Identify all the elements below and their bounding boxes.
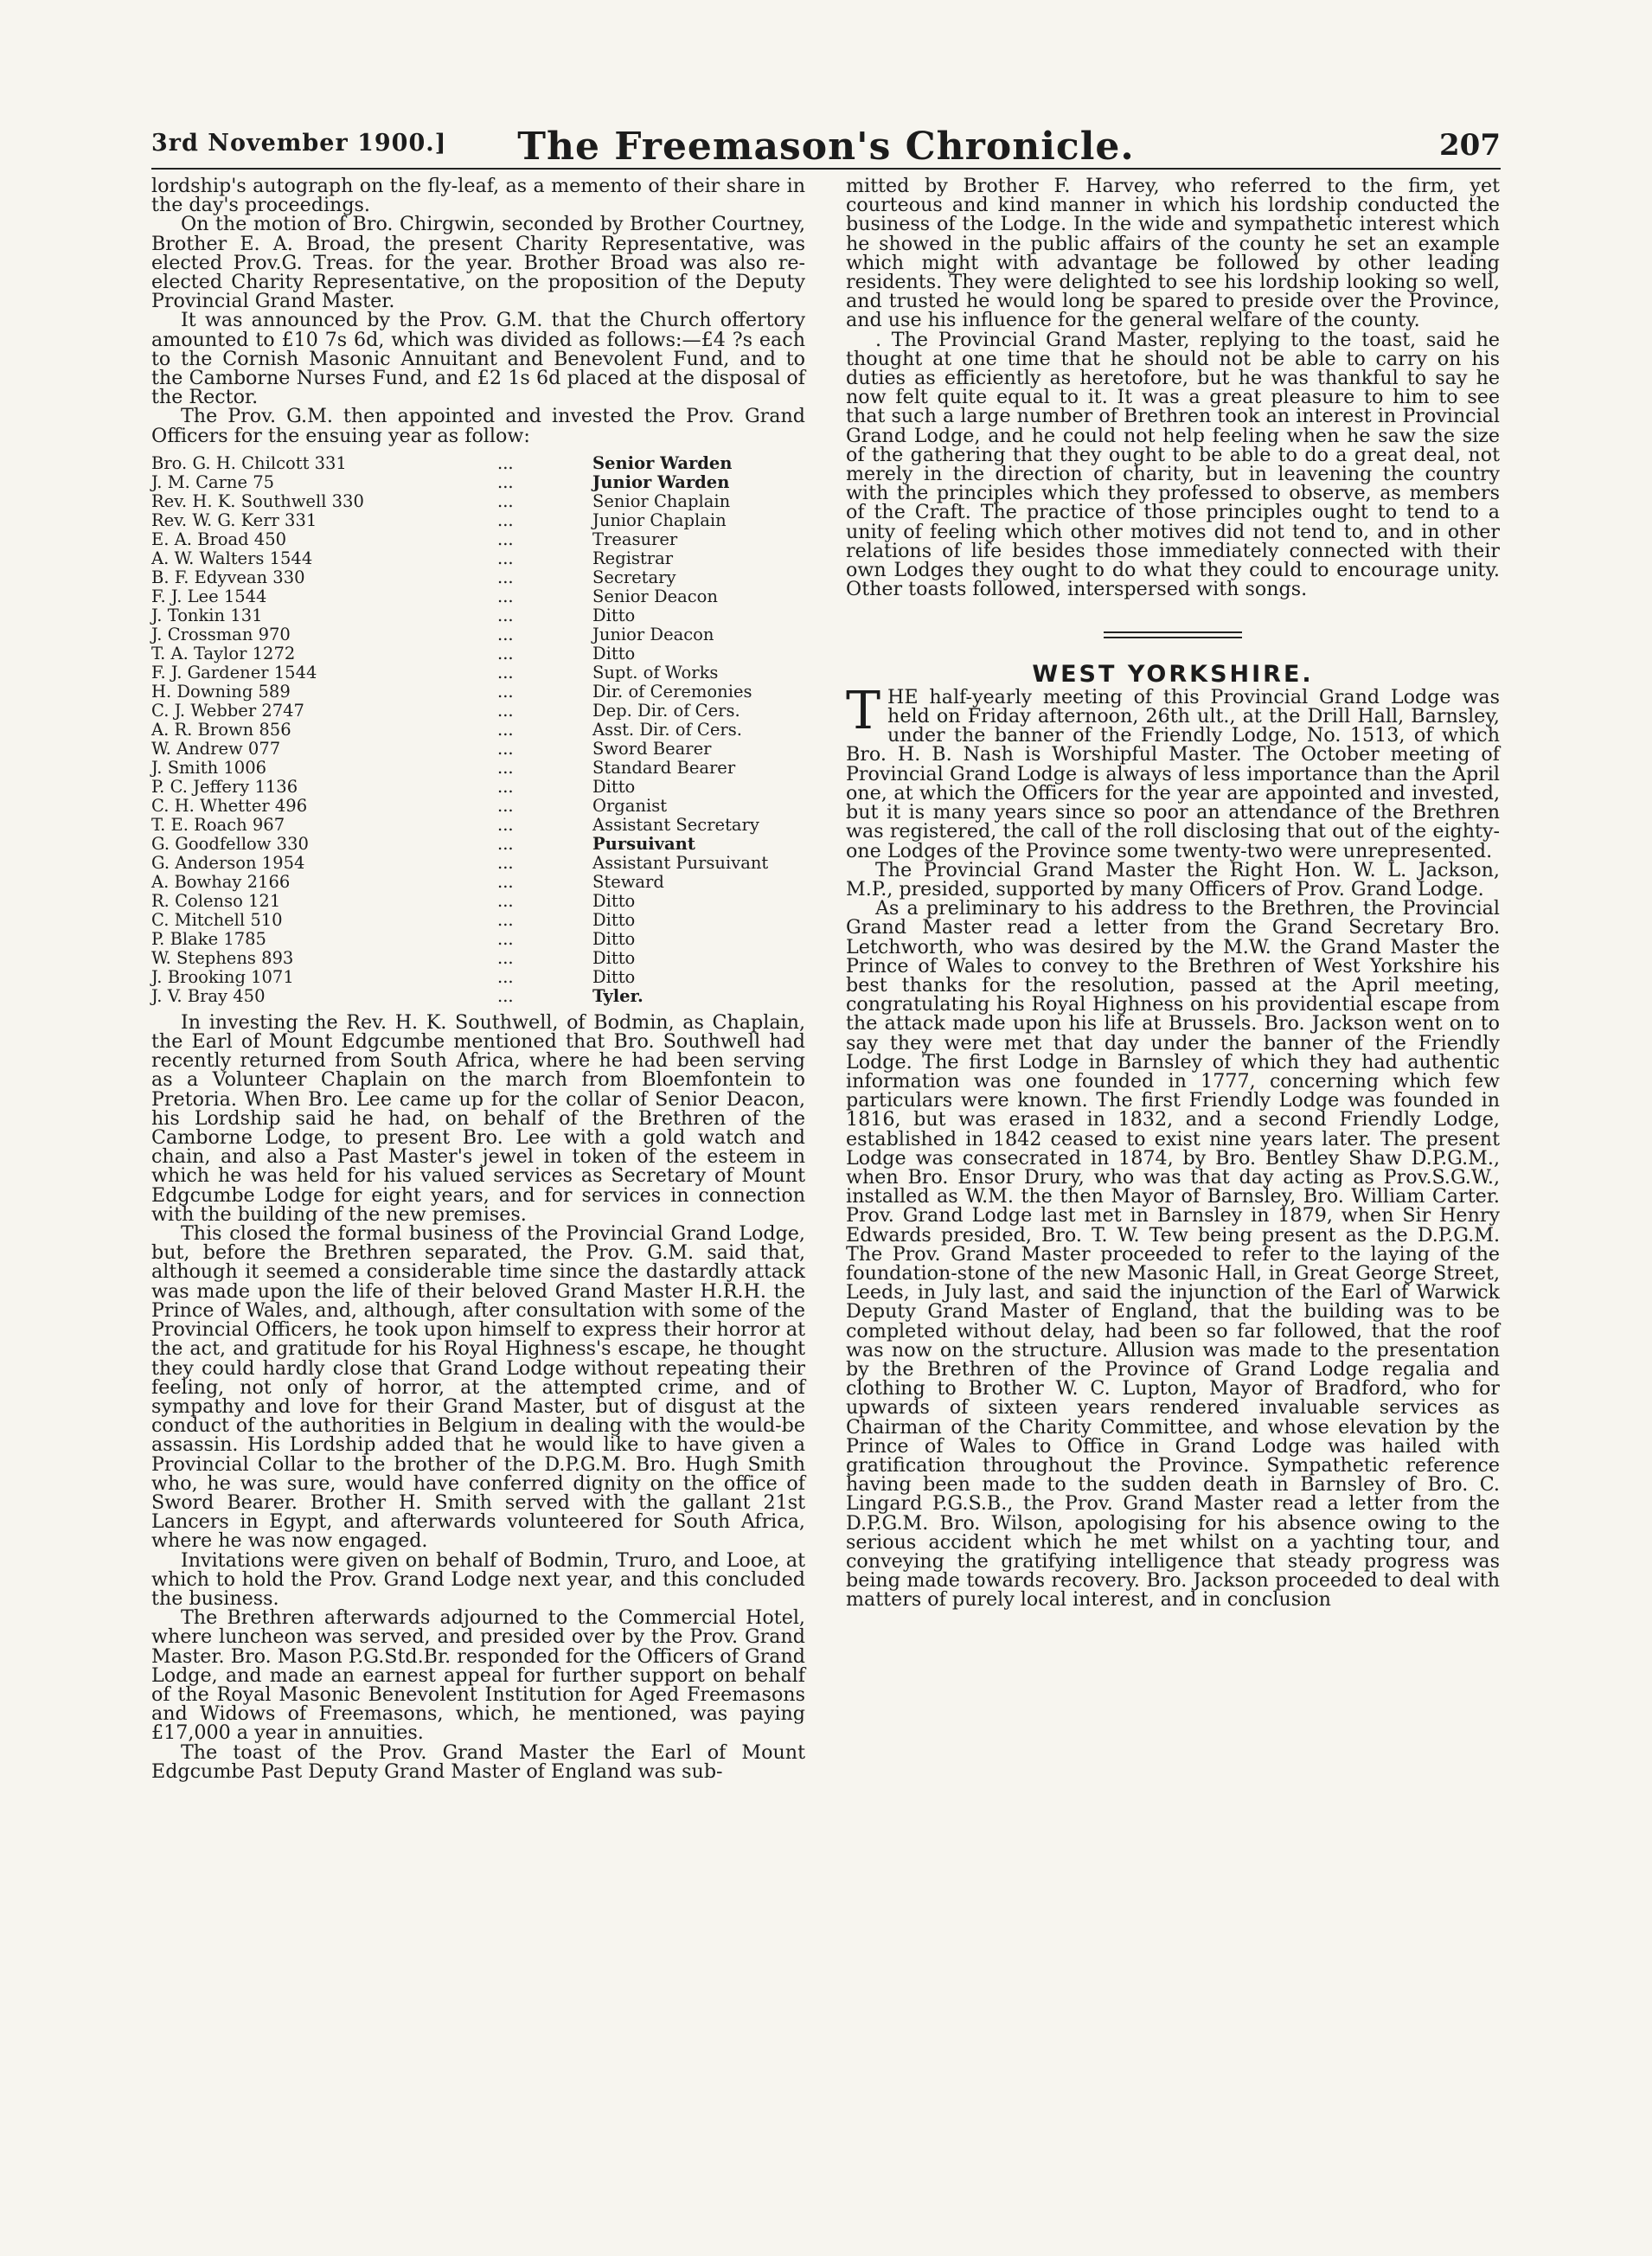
officer-office: Ditto (592, 605, 636, 625)
leader-dots: ... (497, 738, 514, 759)
page-number: 207 (1439, 128, 1501, 163)
leader-dots: ... (497, 909, 514, 930)
officer-row (151, 759, 800, 778)
officer-name: H. Downing 589 (151, 681, 291, 702)
officer-office: Dep. Dir. of Cers. (592, 700, 740, 721)
officer-office: Dir. of Ceremonies (592, 681, 752, 702)
officer-office: Ditto (592, 928, 636, 949)
officer-office: Standard Bearer (592, 757, 736, 778)
left-column (151, 176, 805, 1781)
officer-row (151, 454, 800, 473)
officer-office: Assistant Secretary (592, 814, 759, 835)
paragraph: This closed the formal business of the Provincial Grand Lodge, but, before the Brethren separated, the Prov. G.M. said that, although it seemed a considerable time since the dastardly attack was made upon the life of their beloved Grand Master H.R.H. the Prince of Wales, and, although, after consultation with some of the Provincial Officers, he took upon himself to express their horror at the act, and gratitude for his Royal Highness's escape, he thought they could hardly close that Grand Lodge without repeating their feeling, not only of horror, at the attempted crime, and of sympathy and love for their Grand Master, but of disgust at the conduct of the authorities in Belgium in dealing with the would-be assassin. His Lordship added that he would like to have given a Provincial Collar to the brother of the D.P.G.M. Bro. Hugh Smith who, he was sure, would have conferred dignity on the office of Sword Bearer. Brother H. Smith served with the gallant 21st Lancers in Egypt, and afterwards volunteered for South Africa, where he was now engaged. (151, 1222, 805, 1553)
officer-name: G. Goodfellow 330 (151, 833, 309, 854)
leader-dots: ... (497, 548, 514, 568)
paragraph: mitted by Brother F. Harvey, who referred to the firm, yet courteous and kind manner in which his lordship conducted the business of the Lodge. In the wide and sympathetic interest which he showed in the public affairs of the county he set an example which might with advantage be followed by other leading residents. They were delighted to see his lordship looking so well, and trusted he would long be spared to preside over the Province, and use his influence for the general welfare of the county. (846, 175, 1500, 332)
officer-name: E. A. Broad 450 (151, 529, 287, 549)
officer-row (151, 778, 800, 797)
leader-dots: ... (497, 947, 514, 968)
officer-name: P. C. Jeffery 1136 (151, 776, 298, 797)
leader-dots: ... (497, 510, 514, 530)
officer-name: Bro. G. H. Chilcott 331 (151, 452, 347, 473)
officer-name: A. Bowhay 2166 (151, 871, 291, 892)
issue-date: 3rd November 1900.] (151, 130, 447, 157)
officer-office: Sword Bearer (592, 738, 712, 759)
leader-dots: ... (497, 490, 514, 511)
officer-office: Pursuivant (592, 833, 695, 854)
officer-name: C. Mitchell 510 (151, 909, 283, 930)
officer-name: Rev. H. K. Southwell 330 (151, 490, 364, 511)
paragraph: Invitations were given on behalf of Bodmin, Truro, and Looe, at which to hold the Prov. Grand Lodge next year, and this concluded the business. (151, 1548, 805, 1610)
right-column (846, 176, 1500, 1610)
officer-row (151, 473, 800, 492)
officer-office: Senior Deacon (592, 586, 718, 606)
officer-office: Ditto (592, 890, 636, 911)
officer-name: J. M. Carne 75 (151, 471, 275, 492)
paragraph: The Prov. G.M. then appointed and invested the Prov. Grand Officers for the ensuing year as follow: (151, 405, 805, 447)
officer-row (151, 530, 800, 549)
officer-row (151, 683, 800, 702)
paragraph: On the motion of Bro. Chirgwin, seconded by Brother Courtney, Brother E. A. Broad, the present Charity Representative, was elected Prov.G. Treas. for the year. Brother Broad was also re-elected Charity Representative, on the proposition of the Deputy Provincial Grand Master. (151, 213, 805, 313)
officer-name: J. Tonkin 131 (151, 605, 263, 625)
paragraph: The Brethren afterwards adjourned to the Commercial Hotel, where luncheon was served, and presided over by the Prov. Grand Master. Bro. Mason P.G.Std.Br. responded for the Officers of Grand Lodge, and made an earnest appeal for further support on behalf of the Royal Masonic Benevolent Institution for Aged Freemasons and Widows of Freemasons, which, he mentioned, was paying £17,000 a year in annuities. (151, 1606, 805, 1745)
leader-dots: ... (497, 681, 514, 702)
officer-office: Ditto (592, 966, 636, 987)
officer-row (151, 492, 800, 511)
officer-name: F. J. Lee 1544 (151, 586, 267, 606)
leader-dots: ... (497, 814, 514, 835)
officer-office: Secretary (592, 567, 676, 587)
leader-dots: ... (497, 586, 514, 606)
leader-dots: ... (497, 471, 514, 492)
officer-office: Junior Chaplain (592, 510, 727, 530)
officer-name: F. J. Gardener 1544 (151, 662, 317, 683)
paragraph: It was announced by the Prov. G.M. that the Church offertory amounted to £10 7s 6d, which was divided as follows:—£4 ?s each to the Cornish Masonic Annuitant and Benevolent Fund, and to the Camborne Nurses Fund, and £2 1s 6d placed at the disposal of the Rector. (151, 309, 805, 409)
officer-row (151, 549, 800, 568)
officer-office: Ditto (592, 776, 636, 797)
officer-row (151, 968, 800, 987)
paragraph: lordship's autograph on the fly-leaf, as a memento of their share in the day's proceedings. (151, 175, 805, 217)
officer-row (151, 930, 800, 949)
leader-dots: ... (497, 700, 514, 721)
officer-office: Steward (592, 871, 664, 892)
officer-row (151, 511, 800, 530)
officer-name: J. Smith 1006 (151, 757, 267, 778)
officer-office: Supt. of Works (592, 662, 719, 683)
leader-dots: ... (497, 871, 514, 892)
officer-name: J. Brooking 1071 (151, 966, 294, 987)
paragraph: In investing the Rev. H. K. Southwell, of Bodmin, as Chaplain, the Earl of Mount Edgcumbe mentioned that Bro. Southwell had recently returned from South Africa, where he had been serving as a Volunteer Chaplain on the march from Bloemfontein to Pretoria. When Bro. Lee came up for the collar of Senior Deacon, his Lordship said he had, on behalf of the Brethren of the Camborne Lodge, to present Bro. Lee with a gold watch and chain, and also a Past Master's jewel in token of the esteem in which he was held for his valued services as Secretary of Mount Edgcumbe Lodge for eight years, and for services in connection with the building of the new premises. (151, 1010, 805, 1226)
officer-office: Junior Warden (592, 471, 730, 492)
officer-row (151, 702, 800, 721)
paragraph: The toast of the Prov. Grand Master the Earl of Mount Edgcumbe Past Deputy Grand Master of England was sub- (151, 1740, 805, 1783)
officer-office: Treasurer (592, 529, 678, 549)
officer-name: J. V. Bray 450 (151, 985, 266, 1006)
leader-dots: ... (497, 852, 514, 873)
section-heading: WEST YORKSHIRE. (1032, 660, 1314, 688)
lead-paragraph-text: HE half-yearly meeting of this Provincial Grand Lodge was held on Friday afternoon, 26th ult., at the Drill Hall, Barnsley, under the banner of the Friendly Lodge, No. 1513, of which Bro. H. B. Nash is Worshipful Master. The October meeting of Provincial Grand Lodge is always of less importance than the April one, at which the Officers for the year are appointed and invested, but it is many years since so poor an attendance of the Brethren was registered, the call of the roll disclosing that out of the eighty-one Lodges of the Province some twenty-two were unrepresented. (846, 685, 1500, 862)
officer-office: Assistant Pursuivant (592, 852, 769, 873)
paragraph: The Provincial Grand Master the Right Hon. W. L. Jackson, M.P., presided, supported by many Officers of Prov. Grand Lodge. (846, 858, 1500, 900)
officer-row (151, 721, 800, 740)
officer-row (151, 854, 800, 873)
leader-dots: ... (497, 890, 514, 911)
officer-row (151, 987, 800, 1006)
officer-office: Senior Chaplain (592, 490, 731, 511)
officer-row (151, 606, 800, 625)
officer-row (151, 568, 800, 587)
officer-row (151, 835, 800, 854)
leader-dots: ... (497, 643, 514, 663)
leader-dots: ... (497, 985, 514, 1006)
leader-dots: ... (497, 966, 514, 987)
officer-row (151, 911, 800, 930)
officer-row (151, 644, 800, 663)
officer-row (151, 587, 800, 606)
officer-name: T. A. Taylor 1272 (151, 643, 296, 663)
officer-name: J. Crossman 970 (151, 624, 291, 644)
officer-name: C. H. Whetter 496 (151, 795, 308, 816)
lead-paragraph (846, 680, 1500, 862)
officers-list (151, 454, 800, 1006)
section-divider (846, 623, 1500, 642)
officer-office: Asst. Dir. of Cers. (592, 719, 742, 740)
officer-name: G. Anderson 1954 (151, 852, 305, 873)
officer-office: Tyler. (592, 985, 644, 1006)
officer-row (151, 873, 800, 892)
officer-row (151, 949, 800, 968)
leader-dots: ... (497, 567, 514, 587)
leader-dots: ... (497, 833, 514, 854)
officer-name: C. J. Webber 2747 (151, 700, 304, 721)
officer-name: T. E. Roach 967 (151, 814, 285, 835)
leader-dots: ... (497, 928, 514, 949)
leader-dots: ... (497, 662, 514, 683)
officer-name: P. Blake 1785 (151, 928, 266, 949)
leader-dots: ... (497, 529, 514, 549)
leader-dots: ... (497, 757, 514, 778)
officer-row (151, 892, 800, 911)
officer-name: A. R. Brown 856 (151, 719, 291, 740)
leader-dots: ... (497, 605, 514, 625)
officer-row (151, 816, 800, 835)
leader-dots: ... (497, 776, 514, 797)
officer-name: W. Andrew 077 (151, 738, 281, 759)
masthead-title: The Freemason's Chronicle. (517, 125, 1135, 169)
officer-row (151, 663, 800, 683)
officer-name: R. Colenso 121 (151, 890, 281, 911)
officer-office: Registrar (592, 548, 674, 568)
officer-name: Rev. W. G. Kerr 331 (151, 510, 317, 530)
officer-office: Ditto (592, 643, 636, 663)
paragraph: As a preliminary to his address to the Brethren, the Provincial Grand Master read a letter from the Grand Secretary Bro. Letchworth, who was desired by the M.W. the Grand Master the Prince of Wales to convey to the Brethren of West Yorkshire his best thanks for the resolution, passed at the April meeting, congratulating his Royal Highness on his providential escape from the attack made upon his life at Brussels. Bro. Jackson went on to say they were met that day under the banner of the Friendly Lodge. The first Lodge in Barnsley of which they had authentic information was one founded in 1777, concerning which few particulars were known. The first Friendly Lodge was founded in 1816, but was erased in 1832, and a second Friendly Lodge, established in 1842 ceased to exist nine years later. The present Lodge was consecrated in 1874, by Bro. Bentley Shaw D.P.G.M., when Bro. Ensor Drury, who was that day acting as Prov.S.G.W., installed as W.M. the then Mayor of Barnsley, Bro. William Carter. Prov. Grand Lodge last met in Barnsley in 1879, when Sir Henry Edwards presided, Bro. T. W. Tew being present as the D.P.G.M. The Prov. Grand Master proceeded to refer to the laying of the foundation-stone of the new Masonic Hall, in Great George Street, Leeds, in July last, and said the injunction of the Earl of Warwick Deputy Grand Master of England, that the building was to be completed without delay, had been so far followed, that the roof was now on the structure. Allusion was made to the presentation by the Brethren of the Province of Grand Lodge regalia and clothing to Brother W. C. Lupton, Mayor of Bradford, who for upwards of sixteen years rendered invaluable services as Chairman of the Charity Committee, and whose elevation by the Prince of Wales to Office in Grand Lodge was hailed with gratification throughout the Province. Sympathetic reference having been made to the sudden death in Barnsley of Bro. C. Lingard P.G.S.B., the Prov. Grand Master read a letter from the D.P.G.M. Bro. Wilson, apologising for his absence owing to the serious accident which he met whilst on a yachting tour, and conveying the gratifying intelligence that steady progress was being made towards recovery. Bro. Jackson proceeded to deal with matters of purely local interest, and in conclusion (846, 897, 1500, 1612)
officer-office: Organist (592, 795, 668, 816)
page-header (151, 125, 1501, 170)
officer-name: B. F. Edyvean 330 (151, 567, 305, 587)
leader-dots: ... (497, 795, 514, 816)
officer-name: A. W. Walters 1544 (151, 548, 313, 568)
officer-office: Senior Warden (592, 452, 733, 473)
officer-row (151, 740, 800, 759)
leader-dots: ... (497, 624, 514, 644)
officer-name: W. Stephens 893 (151, 947, 294, 968)
officer-office: Ditto (592, 947, 636, 968)
leader-dots: ... (497, 452, 514, 473)
officer-row (151, 797, 800, 816)
leader-dots: ... (497, 719, 514, 740)
officer-row (151, 625, 800, 644)
officer-office: Ditto (592, 909, 636, 930)
paragraph: . The Provincial Grand Master, replying to the toast, said he thought at one time that he should not be able to carry on his duties as efficiently as heretofore, but he was thankful to say he now felt quite equal to it. It was a great pleasure to him to see that such a large number of Brethren took an interest in Provincial Grand Lodge, and he could not help feeling when he saw the size of the gathering that they ought to be able to do a great deal, not merely in the direction of charity, but in leavening the country with the principles which they professed to observe, as members of the Craft. The practice of those principles ought to tend to a unity of feeling which other motives did not tend to, and in other relations of life besides those immediately connected with their own Lodges they ought to do what they could to encourage unity. Other toasts followed, interspersed with songs. (846, 328, 1500, 601)
drop-cap: T (846, 680, 881, 741)
officer-office: Junior Deacon (592, 624, 714, 644)
